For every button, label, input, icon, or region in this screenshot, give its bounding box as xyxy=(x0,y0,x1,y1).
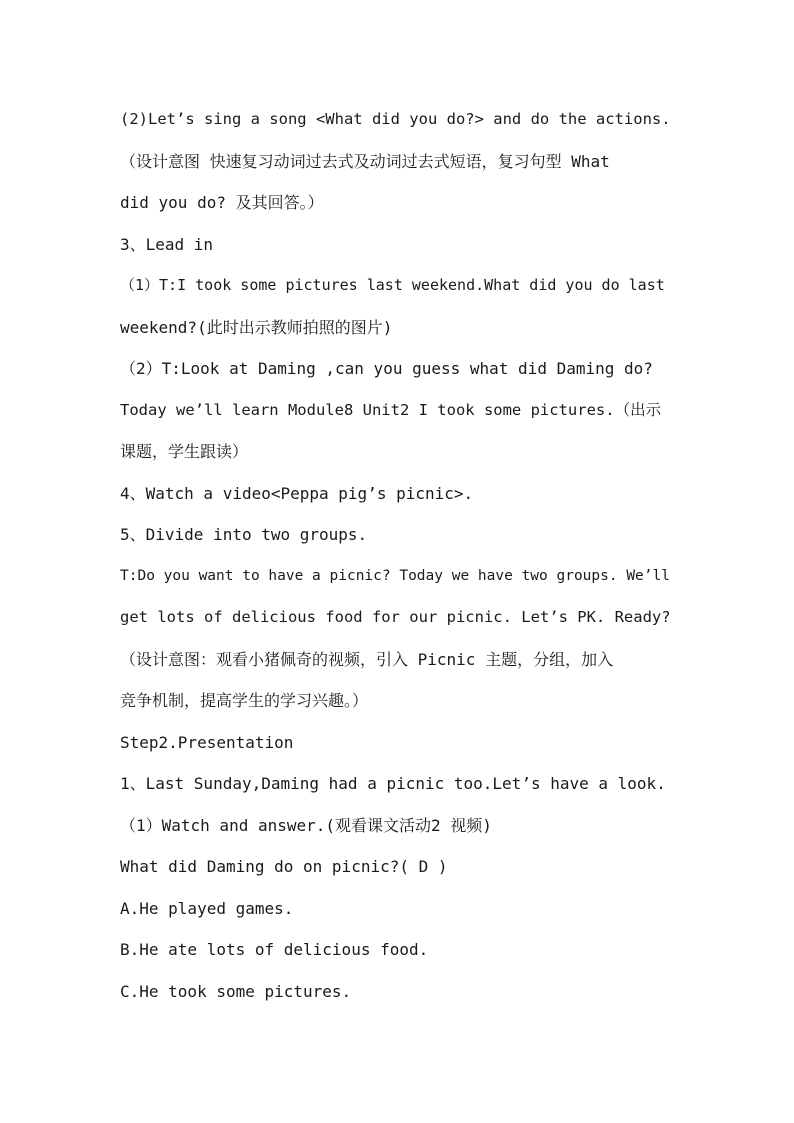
answer-option: A.He played games. xyxy=(120,898,294,918)
section-heading: 3、Lead in xyxy=(120,234,214,254)
section-heading: 5、Divide into two groups. xyxy=(120,525,368,544)
answer-option: B.He ate lots of delicious food. xyxy=(120,940,429,959)
section-heading: 1、Last Sunday,Daming had a picnic too.Let’s have a look. xyxy=(120,774,666,793)
text-line: 竞争机制，提高学生的学习兴趣。） xyxy=(120,691,369,710)
question-line: What did Daming do on picnic?( D ) xyxy=(120,857,448,876)
text-line: did you do? 及其回答。） xyxy=(120,193,324,212)
text-line: weekend?(此时出示教师拍照的图片) xyxy=(120,317,393,337)
document-body xyxy=(120,99,676,1012)
text-line: get lots of delicious food for our picnic. Let’s PK. Ready? xyxy=(120,608,671,626)
text-line: 课题，学生跟读） xyxy=(120,442,249,461)
answer-option: C.He took some pictures. xyxy=(120,981,352,1001)
text-line: （1）Watch and answer.(观看课文活动2 视频) xyxy=(120,815,492,835)
text-line: T:Do you want to have a picnic? Today we have two groups. We’ll xyxy=(120,567,670,584)
step-heading: Step2.Presentation xyxy=(120,732,294,752)
text-line: (2)Let’s sing a song <What did you do?> and do the actions. xyxy=(120,110,671,128)
text-line: （2）T:Look at Daming ,can you guess what did Daming do? xyxy=(120,359,653,378)
section-heading: 4、Watch a video<Peppa pig’s picnic>. xyxy=(120,483,474,503)
text-line: （设计意图 快速复习动词过去式及动词过去式短语，复习句型 What xyxy=(120,151,610,171)
text-line: Today we’ll learn Module8 Unit2 I took some pictures.（出示 xyxy=(120,400,662,419)
text-line: （1）T:I took some pictures last weekend.What did you do last xyxy=(120,276,665,294)
text-line: （设计意图：观看小猪佩奇的视频，引入 Picnic 主题，分组，加入 xyxy=(120,649,614,669)
